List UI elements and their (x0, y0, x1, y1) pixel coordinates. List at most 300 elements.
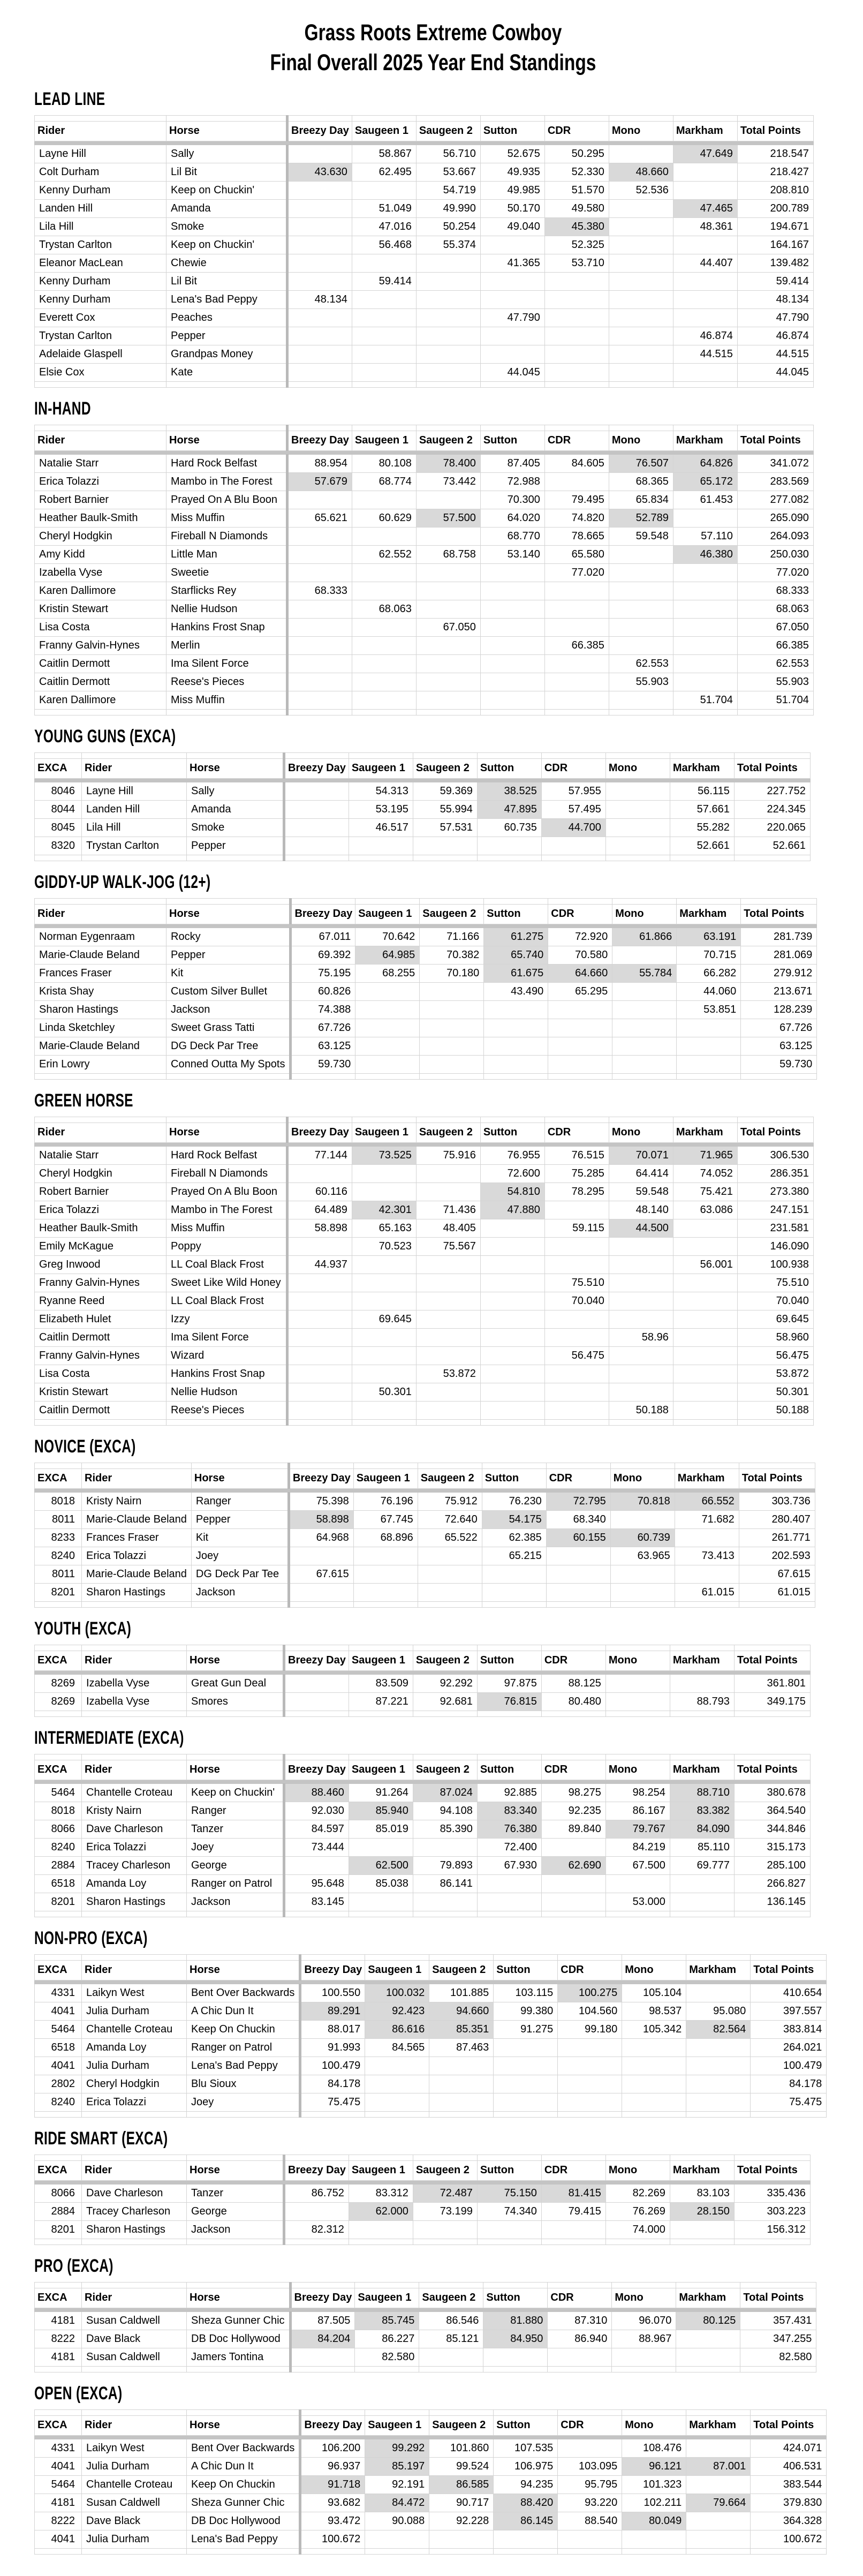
horse-cell: Jackson (166, 1000, 291, 1019)
column-header-event: CDR (544, 431, 609, 450)
spacer-cell (82, 1463, 192, 1468)
rider-cell: Norman Eygenraam (35, 928, 166, 946)
score-cell (480, 1328, 544, 1346)
spacer-cell (287, 709, 352, 715)
horse-cell: Jamers Tontina (187, 2348, 291, 2366)
score-cell: 64.414 (609, 1164, 673, 1182)
table-row (35, 345, 814, 363)
score-cell: 60.116 (287, 1182, 352, 1201)
score-cell (352, 563, 416, 582)
column-header-event: Saugeen 2 (420, 904, 484, 924)
score-cell (287, 199, 352, 217)
score-cell (676, 2330, 740, 2348)
score-cell: 107.535 (494, 2439, 558, 2457)
table-row (35, 1255, 814, 1274)
spacer-cell (558, 1954, 622, 1960)
spacer-cell (686, 2409, 751, 2415)
rider-cell: Elizabeth Hulet (35, 1310, 166, 1328)
column-header-event: CDR (558, 1960, 622, 1980)
horse-cell: Ranger (191, 1492, 289, 1510)
score-cell (480, 1401, 544, 1419)
score-cell (673, 163, 737, 181)
horse-cell: Kit (166, 964, 291, 982)
score-cell (609, 545, 673, 563)
rider-cell: Izabella Vyse (82, 1674, 187, 1692)
score-cell: 75.195 (291, 964, 355, 982)
score-cell (544, 308, 609, 327)
spacer-cell (355, 2366, 419, 2372)
column-header-rider: Rider (35, 121, 166, 141)
section-non-pro-exca (34, 1928, 832, 2118)
score-cell (686, 2057, 751, 2075)
spacer-cell (287, 1419, 352, 1425)
score-cell: 87.505 (290, 2311, 355, 2330)
rider-cell: Erica Tolazzi (82, 2093, 187, 2111)
table-row (35, 2020, 827, 2038)
exca-cell: 8222 (35, 2512, 82, 2530)
horse-cell: Hard Rock Belfast (166, 1146, 287, 1164)
total-cell: 361.801 (734, 1674, 810, 1692)
rider-cell: Julia Durham (82, 2457, 187, 2475)
spacer-cell (610, 1601, 675, 1607)
score-cell: 94.660 (429, 2002, 494, 2020)
score-cell (558, 2439, 622, 2457)
table-row (35, 928, 817, 946)
header-row (35, 2288, 816, 2308)
score-cell: 106.975 (494, 2457, 558, 2475)
score-cell (480, 345, 544, 363)
rider-cell: Frances Fraser (82, 1528, 192, 1547)
score-cell (287, 1164, 352, 1182)
horse-cell: DG Deck Par Tee (191, 1565, 289, 1583)
score-cell (352, 1365, 416, 1383)
spacer-cell (365, 1954, 429, 1960)
score-cell: 84.204 (290, 2330, 355, 2348)
score-cell (544, 654, 609, 673)
score-cell: 85.121 (419, 2330, 483, 2348)
score-cell: 43.490 (484, 982, 548, 1000)
table-row (35, 454, 814, 472)
score-cell: 61.675 (484, 964, 548, 982)
spacer-cell (605, 2155, 670, 2160)
column-header-event: Breezy Day (284, 2160, 349, 2180)
score-cell (287, 308, 352, 327)
column-header-event: Sutton (477, 1760, 541, 1780)
rider-cell: Natalie Starr (35, 1146, 166, 1164)
score-cell (287, 654, 352, 673)
spacer-cell (751, 2111, 827, 2117)
spacer-cell (166, 709, 287, 715)
score-cell (365, 2093, 429, 2111)
score-cell (416, 254, 480, 272)
horse-cell: Ima Silent Force (166, 654, 287, 673)
column-header-rider: Rider (82, 1760, 187, 1780)
score-cell (612, 1019, 677, 1037)
score-cell (287, 1328, 352, 1346)
table-row (35, 2494, 827, 2512)
score-cell (609, 363, 673, 381)
spacer-cell (677, 1073, 741, 1079)
total-cell: 208.810 (737, 181, 813, 199)
spacer-cell (284, 1645, 349, 1651)
table-row (35, 1802, 811, 1820)
score-cell: 68.365 (609, 472, 673, 491)
spacer-cell (480, 381, 544, 387)
score-cell: 84.090 (670, 1820, 734, 1838)
score-cell: 79.664 (686, 2494, 751, 2512)
horse-cell: LL Coal Black Frost (166, 1255, 287, 1274)
total-cell: 315.173 (734, 1838, 810, 1856)
score-cell: 65.172 (673, 472, 737, 491)
rider-cell: Sharon Hastings (82, 1583, 192, 1601)
table-row (35, 2475, 827, 2494)
score-cell: 62.690 (541, 1856, 605, 1874)
spacer-cell (191, 1463, 289, 1468)
spacer-cell (166, 425, 287, 431)
rider-cell: Landen Hill (82, 800, 187, 818)
score-cell (416, 345, 480, 363)
section-in-hand (34, 398, 832, 715)
column-header-total: Total Points (737, 121, 813, 141)
table-row (35, 2311, 816, 2330)
score-cell (416, 272, 480, 290)
horse-cell: Hankins Frost Snap (166, 618, 287, 636)
score-cell (609, 290, 673, 308)
score-cell: 62.552 (352, 545, 416, 563)
total-cell: 51.704 (737, 691, 813, 709)
score-cell: 73.199 (413, 2202, 477, 2220)
spacer-cell (35, 2282, 82, 2288)
score-cell: 74.388 (291, 1000, 355, 1019)
horse-cell: Lena's Bad Peppy (187, 2057, 300, 2075)
score-cell: 83.103 (670, 2184, 734, 2202)
score-cell: 83.312 (349, 2184, 413, 2202)
spacer-cell (35, 115, 166, 121)
score-cell: 54.313 (349, 782, 413, 800)
exca-cell: 8201 (35, 1583, 82, 1601)
score-cell: 88.125 (541, 1674, 605, 1692)
score-cell (558, 2093, 622, 2111)
score-cell: 56.001 (673, 1255, 737, 1274)
spacer-cell (35, 1711, 82, 1716)
rider-cell: Kristin Stewart (35, 600, 166, 618)
table-row (35, 1292, 814, 1310)
total-cell: 281.069 (741, 946, 817, 964)
header-band (35, 450, 814, 454)
column-header-event: Sutton (482, 1468, 546, 1488)
spacer-cell (82, 752, 187, 758)
section-heading: GIDDY-UP WALK-JOG (12+) (34, 871, 211, 892)
score-cell: 75.398 (289, 1492, 353, 1510)
column-header-event: Sutton (477, 1651, 541, 1670)
score-cell (609, 236, 673, 254)
spacer-cell (35, 1645, 82, 1651)
score-cell (544, 1401, 609, 1419)
horse-cell: Blu Sioux (187, 2075, 300, 2093)
score-cell: 49.040 (480, 217, 544, 236)
total-cell: 357.431 (740, 2311, 816, 2330)
score-cell (544, 1310, 609, 1328)
score-cell: 76.955 (480, 1146, 544, 1164)
score-cell: 91.718 (300, 2475, 365, 2494)
score-cell (418, 1547, 482, 1565)
total-cell: 224.345 (734, 800, 810, 818)
spacer-cell (355, 898, 420, 904)
score-cell: 92.681 (413, 1692, 477, 1711)
score-cell (609, 1292, 673, 1310)
header-band-fill (35, 1488, 815, 1492)
score-cell (365, 2057, 429, 2075)
spacer-cell (612, 1073, 677, 1079)
score-cell (673, 654, 737, 673)
total-cell: 303.736 (739, 1492, 815, 1510)
spacer-cell (353, 1601, 418, 1607)
score-cell: 70.300 (480, 491, 544, 509)
spacer-cell (558, 2409, 622, 2415)
spacer-cell (480, 425, 544, 431)
score-cell: 68.770 (480, 527, 544, 545)
spacer-row (35, 1711, 811, 1716)
column-header-event: Saugeen 1 (355, 2288, 419, 2308)
rider-cell: Susan Caldwell (82, 2311, 187, 2330)
spacer-cell (187, 855, 284, 861)
score-cell (686, 2530, 751, 2548)
spacer-cell (541, 1711, 605, 1716)
score-cell (673, 1346, 737, 1365)
column-header-event: Breezy Day (300, 2415, 365, 2435)
table-row (35, 2512, 827, 2530)
spacer-cell (413, 1645, 477, 1651)
score-cell (546, 1547, 610, 1565)
score-cell: 64.660 (548, 964, 612, 982)
score-cell: 47.895 (477, 800, 541, 818)
score-cell: 82.312 (284, 2220, 349, 2239)
table-row (35, 2093, 827, 2111)
column-header-event: Markham (686, 2415, 751, 2435)
score-cell: 42.301 (352, 1201, 416, 1219)
column-header-horse: Horse (166, 904, 291, 924)
rider-cell: Marie-Claude Beland (35, 946, 166, 964)
score-cell: 48.660 (609, 163, 673, 181)
score-cell (544, 673, 609, 691)
score-cell (609, 691, 673, 709)
horse-cell: Amanda (187, 800, 284, 818)
score-cell (290, 2348, 355, 2366)
spacer-row (35, 1645, 811, 1651)
spacer-cell (612, 898, 677, 904)
score-cell (284, 1856, 349, 1874)
spacer-cell (546, 1463, 610, 1468)
rider-cell: Ryanne Reed (35, 1292, 166, 1310)
score-cell (284, 2202, 349, 2220)
spacer-cell (35, 2548, 82, 2554)
spacer-cell (609, 1117, 673, 1123)
table-row (35, 236, 814, 254)
spacer-cell (494, 2111, 558, 2117)
spacer-cell (287, 115, 352, 121)
spacer-row (35, 2239, 811, 2244)
exca-cell: 5464 (35, 1783, 82, 1802)
spacer-cell (677, 898, 741, 904)
spacer-cell (686, 2111, 751, 2117)
spacer-cell (82, 1601, 192, 1607)
table-row (35, 1692, 811, 1711)
column-header-event: CDR (541, 758, 605, 778)
column-header-horse: Horse (166, 1123, 287, 1142)
spacer-cell (413, 752, 477, 758)
spacer-cell (670, 752, 734, 758)
score-cell: 53.851 (677, 1000, 741, 1019)
header-band-fill (35, 450, 814, 454)
total-cell: 156.312 (734, 2220, 810, 2239)
score-cell (287, 527, 352, 545)
score-cell: 45.380 (544, 217, 609, 236)
score-cell: 55.903 (609, 673, 673, 691)
score-cell (609, 217, 673, 236)
score-cell (605, 800, 670, 818)
horse-cell: Pepper (166, 946, 291, 964)
score-cell (673, 1292, 737, 1310)
exca-cell: 4041 (35, 2002, 82, 2020)
total-cell: 55.903 (737, 673, 813, 691)
column-header-total: Total Points (734, 2160, 810, 2180)
score-cell (541, 837, 605, 855)
spacer-cell (734, 855, 810, 861)
score-cell: 98.254 (605, 1783, 670, 1802)
horse-cell: Miss Muffin (166, 691, 287, 709)
table-row (35, 509, 814, 527)
rider-cell: Izabella Vyse (82, 1692, 187, 1711)
column-header-event: Saugeen 2 (429, 2415, 494, 2435)
score-cell (289, 1547, 353, 1565)
table-row (35, 2038, 827, 2057)
horse-cell: Mambo in The Forest (166, 1201, 287, 1219)
header-band (35, 778, 811, 782)
column-header-event: Breezy Day (284, 1651, 349, 1670)
column-header-rider: Rider (82, 1468, 192, 1488)
table-row (35, 837, 811, 855)
spacer-cell (541, 752, 605, 758)
header-band-fill (35, 2180, 811, 2184)
score-cell (609, 308, 673, 327)
score-cell (416, 1328, 480, 1346)
total-cell: 46.874 (737, 327, 813, 345)
spacer-cell (349, 2155, 413, 2160)
section-heading: NOVICE (EXCA) (34, 1436, 136, 1457)
score-cell: 41.365 (480, 254, 544, 272)
score-cell (353, 1583, 418, 1601)
table-row (35, 982, 817, 1000)
spacer-cell (477, 2239, 541, 2244)
section-heading: INTERMEDIATE (EXCA) (34, 1727, 184, 1748)
section-heading: YOUNG GUNS (EXCA) (34, 726, 176, 747)
score-cell (416, 308, 480, 327)
total-cell: 347.255 (740, 2330, 816, 2348)
spacer-cell (605, 1911, 670, 1917)
rider-cell: Kristy Nairn (82, 1802, 187, 1820)
score-cell (673, 1401, 737, 1419)
spacer-cell (686, 2548, 751, 2554)
score-cell (610, 1510, 675, 1528)
rider-cell: Layne Hill (82, 782, 187, 800)
spacer-cell (413, 2239, 477, 2244)
score-cell: 68.333 (287, 582, 352, 600)
score-cell (480, 1255, 544, 1274)
table-row (35, 600, 814, 618)
score-cell: 48.361 (673, 217, 737, 236)
spacer-row (35, 855, 811, 861)
score-cell (480, 1310, 544, 1328)
score-cell (413, 2220, 477, 2239)
rider-cell: Linda Sketchley (35, 1019, 166, 1037)
horse-cell: Smoke (166, 217, 287, 236)
score-cell (609, 618, 673, 636)
score-cell (544, 327, 609, 345)
score-cell: 58.867 (352, 145, 416, 163)
score-cell (670, 1674, 734, 1692)
score-cell: 76.515 (544, 1146, 609, 1164)
spacer-cell (673, 1117, 737, 1123)
total-cell: 341.072 (737, 454, 813, 472)
score-cell (673, 509, 737, 527)
horse-cell: Miss Muffin (166, 1219, 287, 1237)
spacer-cell (284, 855, 349, 861)
score-cell (544, 290, 609, 308)
rider-cell: Amy Kidd (35, 545, 166, 563)
score-cell: 106.200 (300, 2439, 365, 2457)
rider-cell: Trystan Carlton (82, 837, 187, 855)
spacer-row (35, 2111, 827, 2117)
column-header-event: Saugeen 2 (429, 1960, 494, 1980)
score-cell (418, 1565, 482, 1583)
section-heading: NON-PRO (EXCA) (34, 1927, 148, 1948)
score-cell (284, 782, 349, 800)
spacer-cell (35, 1911, 82, 1917)
score-cell: 53.195 (349, 800, 413, 818)
total-cell: 280.407 (739, 1510, 815, 1528)
header-row (35, 1123, 814, 1142)
rider-cell: Sharon Hastings (82, 1893, 187, 1911)
score-cell (477, 1893, 541, 1911)
spacer-cell (35, 898, 166, 904)
spacer-cell (675, 1463, 739, 1468)
rider-cell: Heather Baulk-Smith (35, 1219, 166, 1237)
column-header-event: Mono (605, 1651, 670, 1670)
horse-cell: Hankins Frost Snap (166, 1365, 287, 1383)
score-cell: 71.436 (416, 1201, 480, 1219)
spacer-cell (82, 1911, 187, 1917)
exca-cell: 4041 (35, 2057, 82, 2075)
score-cell (609, 199, 673, 217)
spacer-cell (605, 1645, 670, 1651)
spacer-row (35, 2409, 827, 2415)
score-cell (480, 1274, 544, 1292)
table-row (35, 1201, 814, 1219)
score-cell (484, 1019, 548, 1037)
spacer-cell (548, 2366, 612, 2372)
score-cell (673, 673, 737, 691)
spacer-cell (187, 1911, 284, 1917)
total-cell: 68.063 (737, 600, 813, 618)
score-cell: 84.178 (300, 2075, 365, 2093)
exca-cell: 8269 (35, 1674, 82, 1692)
column-header-event: Mono (610, 1468, 675, 1488)
total-cell: 47.790 (737, 308, 813, 327)
score-cell (352, 363, 416, 381)
spacer-cell (734, 2155, 810, 2160)
table-row (35, 472, 814, 491)
spacer-row (35, 1954, 827, 1960)
